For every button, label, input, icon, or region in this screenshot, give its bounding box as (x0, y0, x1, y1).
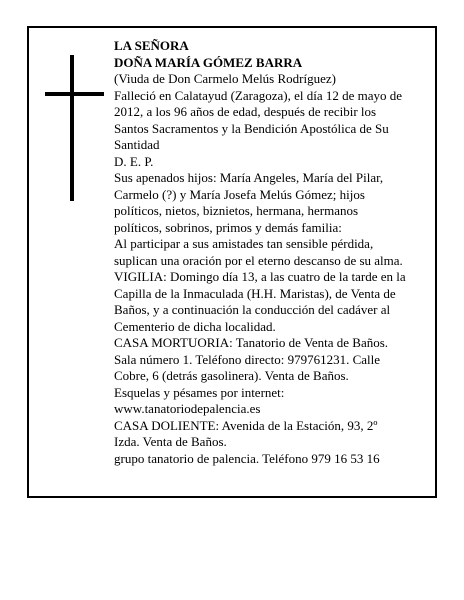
notice-text (114, 38, 434, 467)
vigil-line-3: Baños, y a continuación la conducción del cadáver al (114, 302, 391, 317)
family-line-1: Sus apenados hijos: María Angeles, María del Pilar, (114, 170, 384, 185)
family-line-3: políticos, nietos, biznietos, hermana, hermanos (114, 203, 359, 218)
request-line-1: Al participar a sus amistades tan sensible pérdida, (114, 236, 374, 251)
death-details-line-3: Santos Sacramentos y la Bendición Apostólica de Su (114, 120, 389, 136)
heading-title: LA SEÑORA (114, 38, 189, 53)
family-home-line-2: Izda. Venta de Baños. (114, 434, 227, 449)
funeral-home-line-3: Cobre, 6 (detrás gasolinera). Venta de Baños. (114, 368, 349, 383)
death-details-line-1: Falleció en Calatayud (Zaragoza), el día 12 de mayo de (114, 87, 403, 103)
death-details-line-4: Santidad (114, 137, 160, 152)
cross-icon (45, 55, 104, 201)
funeral-home-line-2: Sala número 1. Teléfono directo: 979761231. Calle (114, 351, 381, 367)
internet-line-1: Esquelas y pésames por internet: (114, 384, 285, 400)
vigil-line-2: Capilla de la Inmaculada (H.H. Maristas), de Venta de (114, 285, 396, 301)
cross-vertical-bar (70, 55, 74, 201)
death-details-line-2: 2012, a los 96 años de edad, después de recibir los (114, 104, 377, 119)
family-home-line-1: CASA DOLIENTE: Avenida de la Estación, 93, 2º (114, 417, 378, 433)
funeral-home-line-1: CASA MORTUORIA: Tanatorio de Venta de Baños. (114, 335, 389, 350)
request-line-2: suplican una oración por el eterno descanso de su alma. (114, 252, 403, 268)
obituary-notice (27, 26, 437, 498)
family-line-4: políticos, sobrinos, primos y demás familia: (114, 219, 342, 235)
family-line-2: Carmelo (?) y María Josefa Melús Gómez; hijos (114, 186, 365, 202)
cross-horizontal-bar (45, 92, 104, 96)
vigil-line-4: Cementerio de dicha localidad. (114, 318, 276, 334)
deceased-name: DOÑA MARÍA GÓMEZ BARRA (114, 54, 303, 70)
rip-abbreviation: D. E. P. (114, 153, 154, 169)
contact-phone-line: grupo tanatorio de palencia. Teléfono 979 16 53 16 (114, 450, 380, 466)
website-line: www.tanatoriodepalencia.es (114, 401, 261, 416)
widow-note: (Viuda de Don Carmelo Melús Rodríguez) (114, 71, 336, 86)
vigil-line-1: VIGILIA: Domingo día 13, a las cuatro de la tarde en la (114, 269, 406, 284)
